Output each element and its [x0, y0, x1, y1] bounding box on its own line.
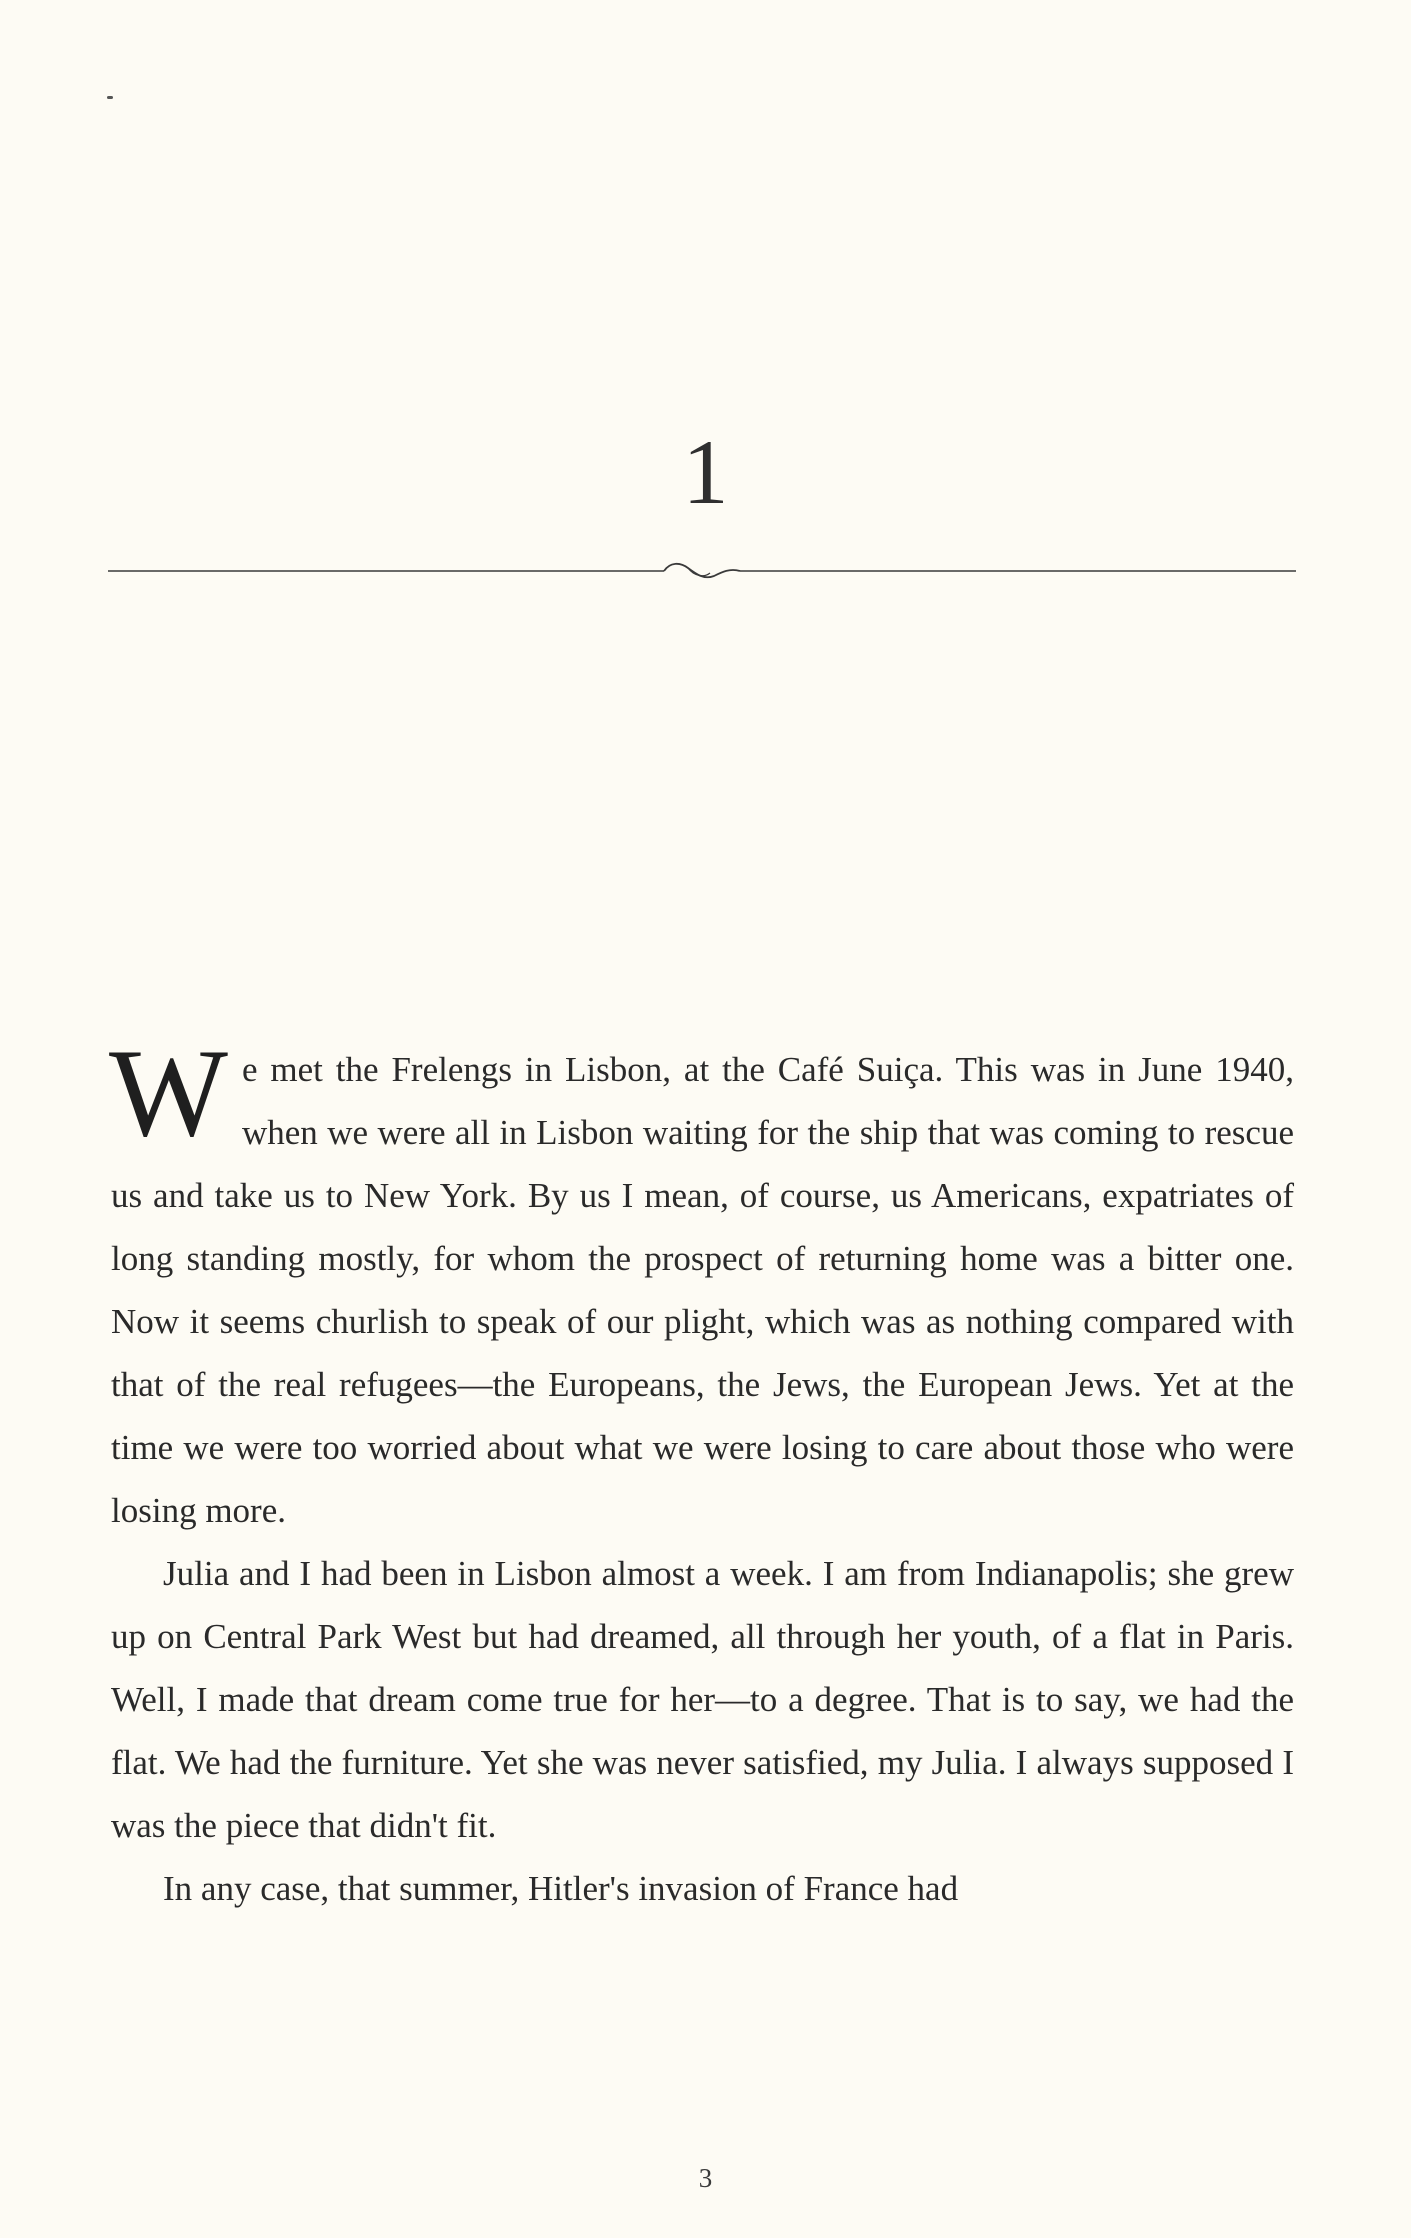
- drop-cap: W: [109, 1024, 228, 1163]
- paragraph-1-text: e met the Frelengs in Lisbon, at the Café Suiça. This was in June 1940, when we were all in Lisbon waiting for the ship that was coming to rescue us and take us to New York. By us I mean, of course, us Americans, expatriates of long standing mostly, for whom the prospect of returning home was a bitter one. Now it seems churlish to speak of our plight, which was as nothing compared with that of the real refugees—the Europeans, the Jews, the European Jews. Yet at the time we were too worried about what we were losing to care about those who were losing more.: [111, 1050, 1294, 1530]
- chapter-body: [109, 1024, 1294, 1920]
- page-number: 3: [698, 2163, 713, 2193]
- ink-speck: [107, 96, 113, 99]
- chapter-divider-ornament-icon: [108, 556, 1296, 592]
- paragraph-3: In any case, that summer, Hitler's invasion of France had: [163, 1869, 959, 1908]
- paragraph-1: [109, 1024, 1294, 1542]
- paragraph-2: Julia and I had been in Lisbon almost a week. I am from Indianapolis; she grew up on Central Park West but had dreamed, all through her youth, of a flat in Paris. Well, I made that dream come true for her—to a degree. That is to say, we had the flat. We had the furniture. Yet she was never satisfied, my Julia. I always supposed I was the piece that didn't fit.: [111, 1554, 1294, 1845]
- chapter-number: 1: [682, 421, 729, 523]
